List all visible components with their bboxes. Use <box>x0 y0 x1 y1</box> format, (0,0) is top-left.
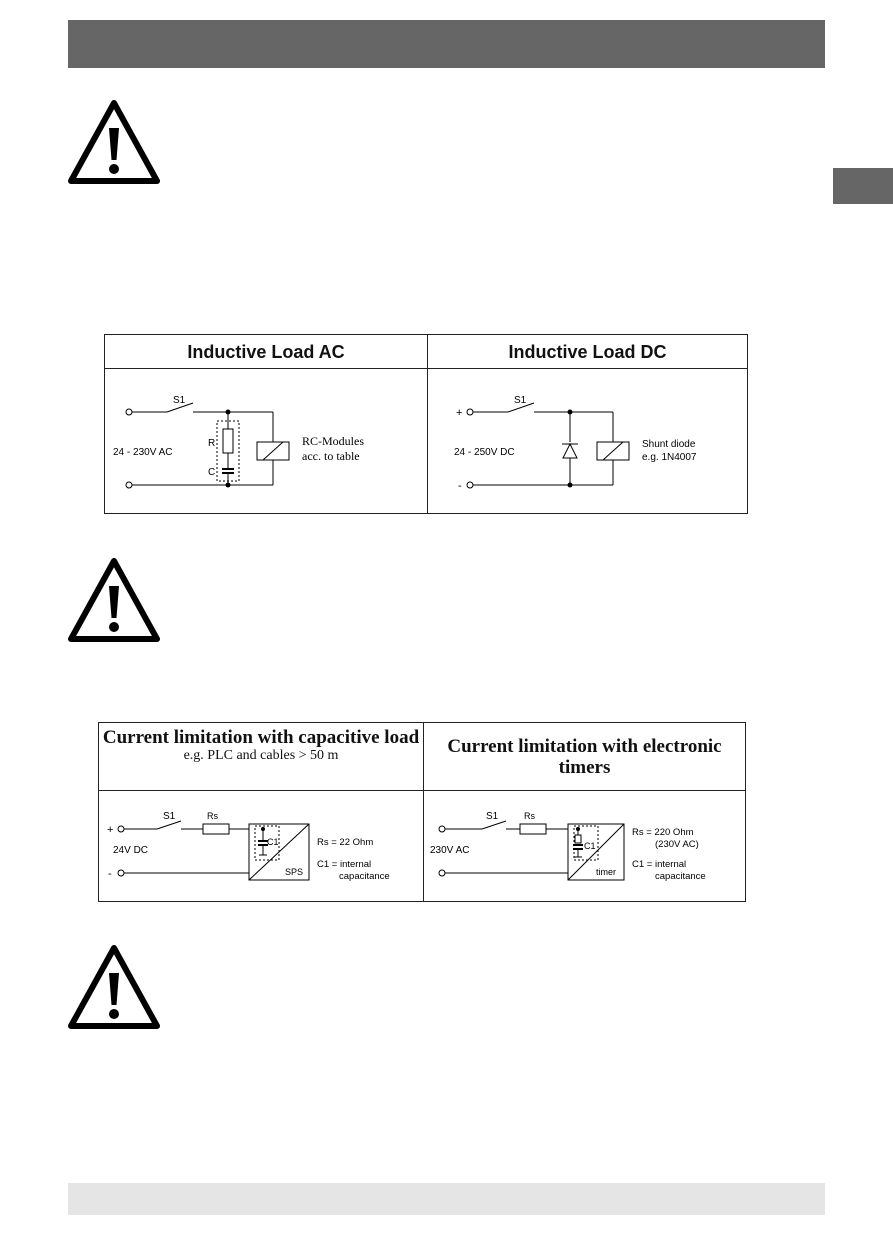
timer-device-label: timer <box>596 867 616 877</box>
cap-supply-label: 24V DC <box>113 845 149 856</box>
chapter-tab <box>833 168 893 204</box>
inductive-load-table <box>104 334 748 514</box>
timer-switch-label: S1 <box>486 811 499 822</box>
inductive-load-ac-circuit <box>105 369 427 513</box>
dc-supply-label: 24 - 250V DC <box>454 447 515 458</box>
dc-minus-label: - <box>458 480 462 492</box>
header-bar <box>68 20 825 68</box>
inductive-load-dc-cell <box>427 335 747 513</box>
inductive-load-ac-title: Inductive Load AC <box>105 335 427 369</box>
timer-rs-value: Rs = 220 Ohm <box>632 827 694 838</box>
cap-switch-label: S1 <box>163 811 176 822</box>
capacitive-load-title: Current limitation with capacitive load <box>102 727 420 748</box>
ac-switch-label: S1 <box>173 395 186 406</box>
cap-rs-value: Rs = 22 Ohm <box>317 837 374 848</box>
cap-device-label: SPS <box>285 867 304 877</box>
capacitive-load-header <box>99 723 423 791</box>
cap-c-line2: capacitance <box>339 871 390 882</box>
electronic-timer-circuit <box>424 791 746 901</box>
warning-icon <box>68 945 160 1029</box>
dc-note-line2: e.g. 1N4007 <box>642 452 697 463</box>
electronic-timer-cell <box>423 723 745 901</box>
cap-plus-label: + <box>107 824 114 836</box>
ac-capacitor-label: C <box>208 467 216 478</box>
timer-c-line2: capacitance <box>655 871 706 882</box>
dc-switch-label: S1 <box>514 395 527 406</box>
ac-note-line1: RC-Modules <box>302 434 365 448</box>
ac-note-line2: acc. to table <box>302 449 360 463</box>
ac-resistor-label: R <box>208 438 216 449</box>
warning-icon <box>68 558 160 642</box>
current-limitation-table <box>98 722 746 902</box>
capacitive-load-subtitle: e.g. PLC and cables > 50 m <box>183 748 339 763</box>
cap-minus-label: - <box>108 868 112 880</box>
timer-c1-label: C1 <box>584 841 596 851</box>
footer-bar <box>68 1183 825 1215</box>
cap-rs-label: Rs <box>207 811 218 821</box>
inductive-load-ac-cell <box>105 335 427 513</box>
capacitive-load-cell <box>99 723 423 901</box>
timer-c-line1: C1 = internal <box>632 859 687 870</box>
timer-rs-note: (230V AC) <box>655 839 699 850</box>
inductive-load-dc-title: Inductive Load DC <box>428 335 747 369</box>
inductive-load-dc-circuit <box>428 369 748 513</box>
timer-supply-label: 230V AC <box>430 845 470 856</box>
electronic-timer-title: Current limitation with electronic timers <box>424 723 745 791</box>
ac-supply-label: 24 - 230V AC <box>113 447 173 458</box>
timer-rs-label: Rs <box>524 811 535 821</box>
dc-plus-label: + <box>456 407 463 419</box>
capacitive-load-circuit <box>99 791 423 901</box>
cap-c-line1: C1 = internal <box>317 859 372 870</box>
dc-note-line1: Shunt diode <box>642 439 696 450</box>
warning-icon <box>68 100 160 184</box>
cap-c1-label: C1 <box>267 837 279 847</box>
